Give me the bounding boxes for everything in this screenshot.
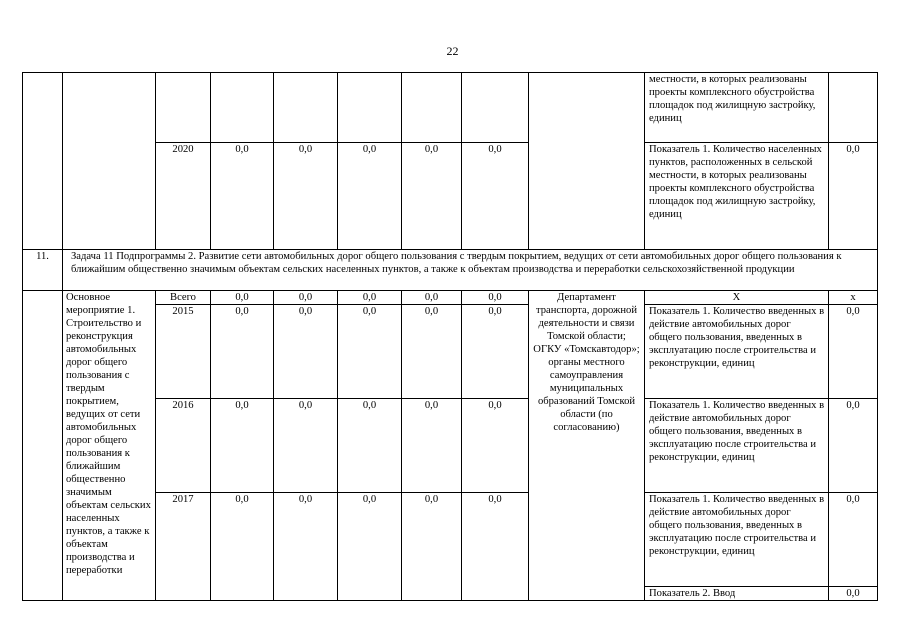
program-table [22,72,878,601]
value-cell: 0,0 [402,291,462,305]
table-row [23,291,878,305]
value-cell: 0,0 [274,291,338,305]
value-cell: 0,0 [338,305,402,399]
executor-cell [529,73,645,250]
value-cell: 0,0 [462,291,529,305]
year-cell: 2015 [156,305,211,399]
value-cell: 0,0 [462,493,529,601]
year-cell: Всего [156,291,211,305]
task-text: Задача 11 Подпрограммы 2. Развитие сети автомобильных дорог общего пользования с твердым покрытием, ведущих от сети автомобильных дорог общего пользования к ближайшим общественно значимым объектам сельских населенных пунктов, а также к объектам производства и переработки сельскохозяйственной продукции [63,250,878,291]
year-cell: 2016 [156,399,211,493]
year-cell [156,73,211,143]
table-row [23,73,878,143]
value-cell: 0,0 [211,493,274,601]
value-cell: 0,0 [462,305,529,399]
value-cell: 0,0 [274,143,338,250]
year-cell: 2020 [156,143,211,250]
indicator-cell: Показатель 1. Количество введенных в действие автомобильных дорог общего пользования, введенных в эксплуатацию после строительства и реконструкции, единиц [645,399,829,493]
value-cell: 0,0 [402,143,462,250]
value-cell [274,73,338,143]
value-cell: 0,0 [338,291,402,305]
value-cell: 0,0 [211,291,274,305]
row-number-cell [23,73,63,250]
target-cell: 0,0 [829,493,878,587]
year-cell: 2017 [156,493,211,601]
value-cell: 0,0 [338,399,402,493]
value-cell: 0,0 [402,305,462,399]
value-cell: 0,0 [211,305,274,399]
value-cell [211,73,274,143]
task-number: 11. [23,250,63,291]
target-cell: 0,0 [829,399,878,493]
value-cell [402,73,462,143]
indicator-cell: местности, в которых реализованы проекты комплексного обустройства площадок под жилищную застройку, единиц [645,73,829,143]
target-cell: 0,0 [829,305,878,399]
value-cell: 0,0 [462,143,529,250]
measure-name: Основное мероприятие 1. Строительство и реконструкция автомобильных дорог общего пользования с твердым покрытием, ведущих от сети автомобильных дорог общего пользования к ближайшим общественно значимым объектам сельских населенных пунктов, а также к объектам производства и переработки [63,291,156,601]
measure-name-cell [63,73,156,250]
value-cell: 0,0 [274,305,338,399]
indicator-cell: Показатель 1. Количество введенных в действие автомобильных дорог общего пользования, введенных в эксплуатацию после строительства и реконструкции, единиц [645,305,829,399]
value-cell: 0,0 [211,143,274,250]
value-cell [338,73,402,143]
target-cell: 0,0 [829,143,878,250]
page-number: 22 [446,44,459,58]
value-cell [462,73,529,143]
value-cell: 0,0 [338,143,402,250]
row-number-cell [23,291,63,601]
indicator-cell: Показатель 1. Количество населенных пунктов, расположенных в сельской местности, в которых реализованы проекты комплексного обустройства площадок под жилищную застройку, единиц [645,143,829,250]
value-cell: 0,0 [462,399,529,493]
value-cell: 0,0 [402,493,462,601]
value-cell: 0,0 [211,399,274,493]
target-cell: 0,0 [829,587,878,601]
target-cell [829,73,878,143]
value-cell: 0,0 [402,399,462,493]
executor: Департамент транспорта, дорожной деятельности и связи Томской области; ОГКУ «Томскавтодор»; органы местного самоуправления муниципальных образований Томской области (по согласованию) [529,291,645,601]
indicator-cell: Показатель 1. Количество введенных в действие автомобильных дорог общего пользования, введенных в эксплуатацию после строительства и реконструкции, единиц [645,493,829,587]
target-cell: х [829,291,878,305]
value-cell: 0,0 [338,493,402,601]
task-row [23,250,878,291]
value-cell: 0,0 [274,493,338,601]
indicator-cell: Показатель 2. Ввод [645,587,829,601]
indicator-cell: Х [645,291,829,305]
value-cell: 0,0 [274,399,338,493]
